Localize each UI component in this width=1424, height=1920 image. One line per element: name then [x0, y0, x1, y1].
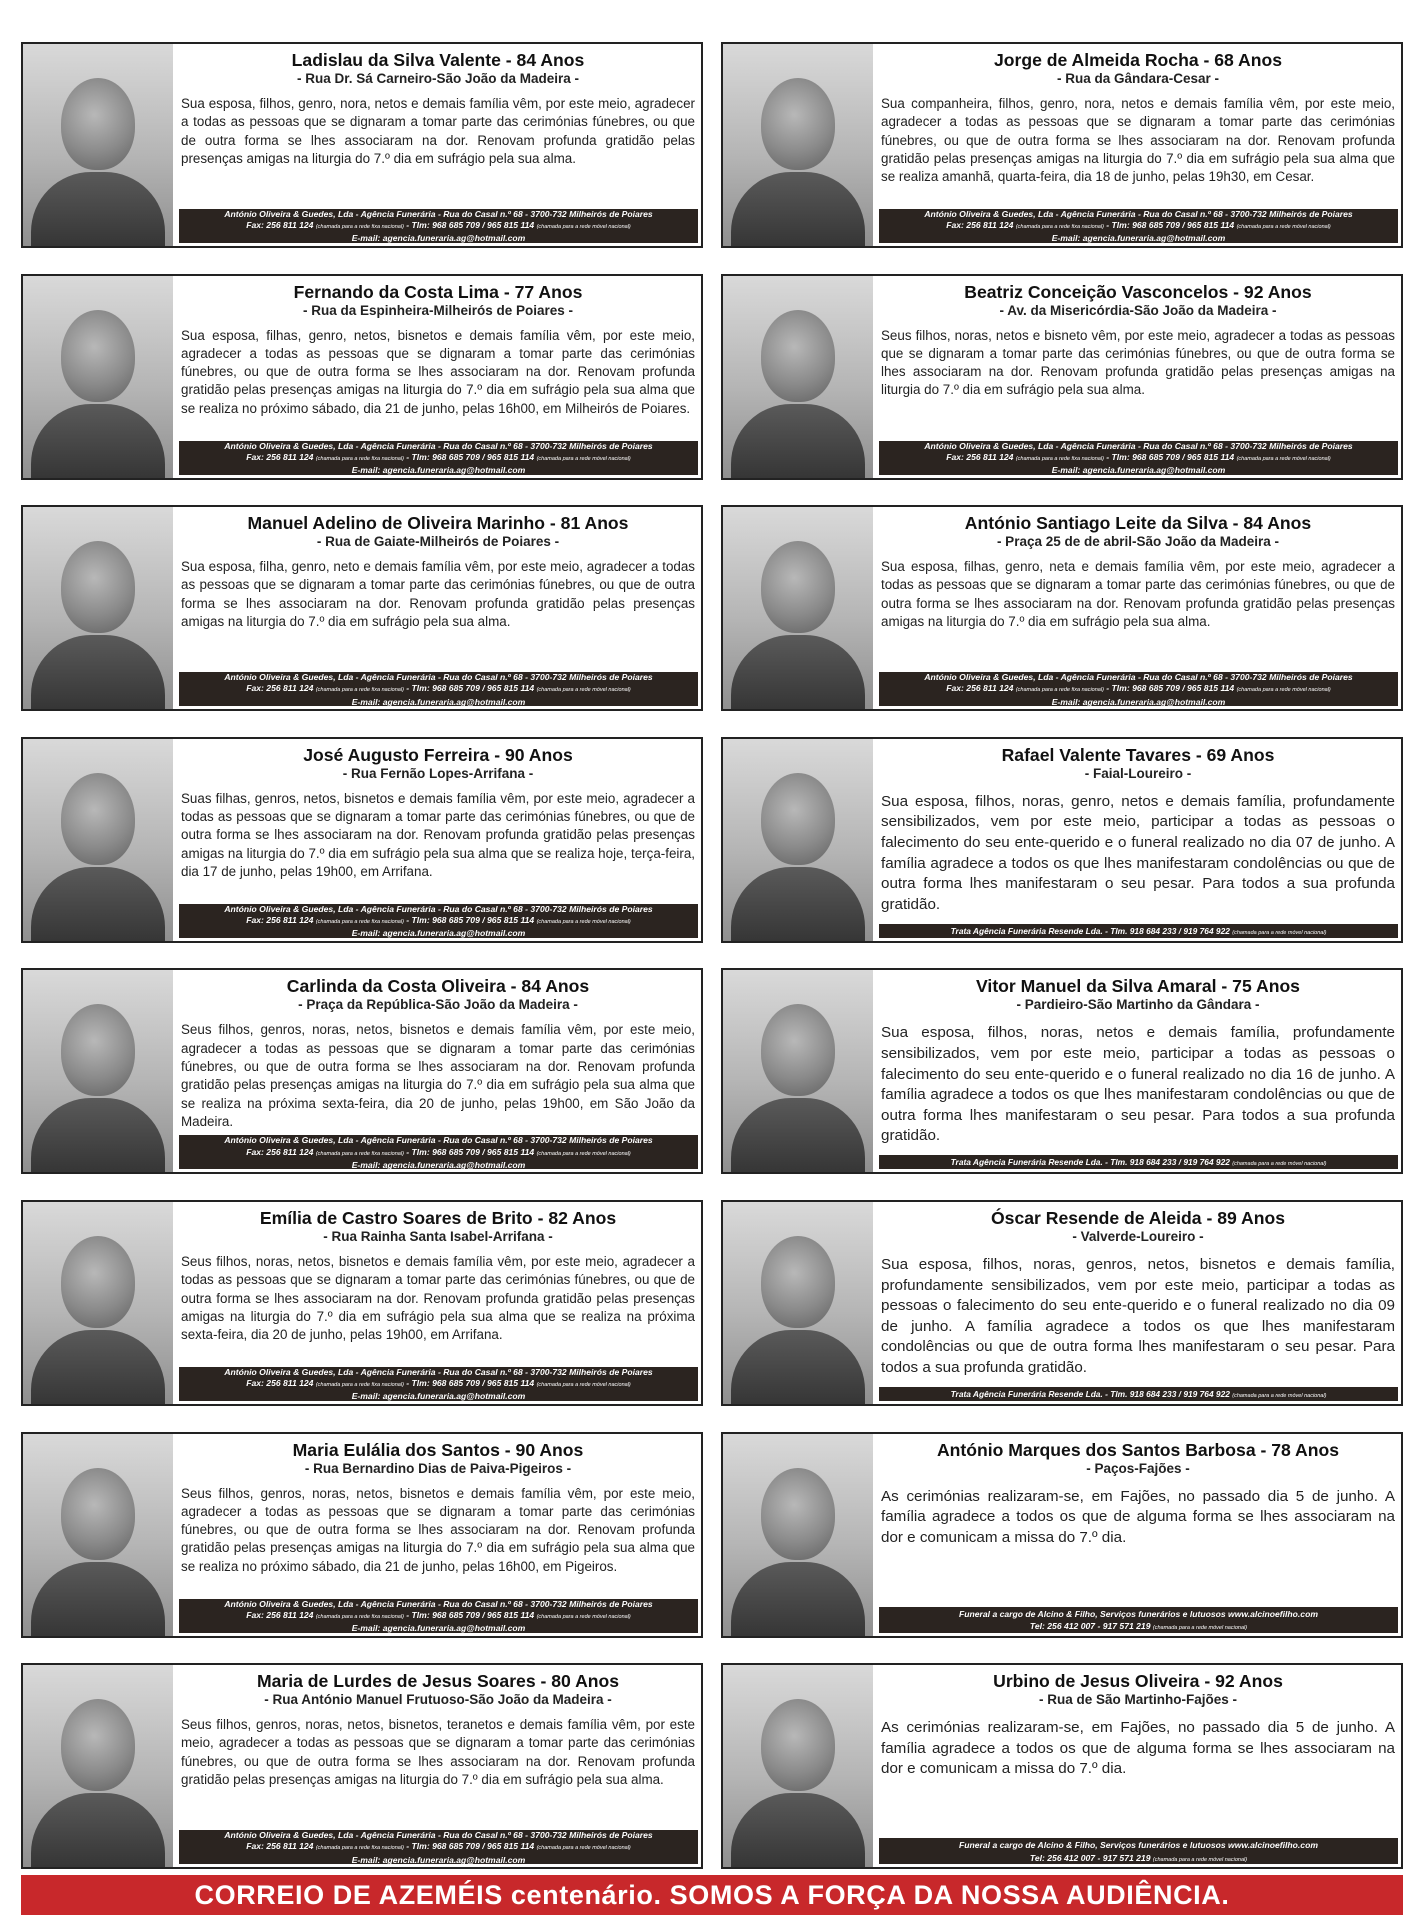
obituary-text: As cerimónias realizaram-se, em Fajões, no passado dia 5 de junho. A família agradece a todos os que de alguma forma se lhes associaram na dor e comunicam a missa do 7.º dia. — [881, 1719, 1395, 1778]
obituary-text: Seus filhos, genros, noras, netos, bisnetos, teranetos e demais família vêm, por este meio, agradecer a todas as pessoas que se dignaram a tomar parte das cerimónias fúnebres, ou que de outra forma se lhes associaram na dor. Renovam profunda gratidão pelas presenças amigas na liturgia do 7.º dia em sufrágio pela sua alma. — [181, 1717, 695, 1788]
funeral-agency-footer: António Oliveira & Guedes, Lda - Agência Funerária - Rua do Casal n.º 68 - 3700-732 Milheirós de Poiares Fax: 256 811 124 (chamada para a rede fixa nacional) - Tlm: 968 685 709 / 965 815 114 (chamada para a rede móvel nacional) E-mail: agencia.funeraria.ag@hotmail.com — [179, 904, 698, 938]
funeral-agency-footer: Funeral a cargo de Alcino & Filho, Serviços funerários e lutuosos www.alcinoefilho.com Tel: 256 412 007 - 917 571 219 (chamada para a rede móvel nacional) — [879, 1607, 1398, 1633]
deceased-address: - Rua Bernardino Dias de Paiva-Pigeiros - — [304, 1460, 572, 1476]
deceased-name: Maria Eulália dos Santos - 90 Anos — [292, 1439, 584, 1460]
portrait-photo — [723, 739, 873, 941]
funeral-agency-footer: António Oliveira & Guedes, Lda - Agência Funerária - Rua do Casal n.º 68 - 3700-732 Milheirós de Poiares Fax: 256 811 124 (chamada para a rede fixa nacional) - Tlm: 968 685 709 / 965 815 114 (chamada para a rede móvel nacional) E-mail: agencia.funeraria.ag@hotmail.com — [879, 441, 1398, 475]
obituary-card — [21, 1200, 703, 1406]
portrait-photo — [723, 1434, 873, 1636]
deceased-name: Ladislau da Silva Valente - 84 Anos — [291, 50, 585, 70]
deceased-address: - Rua António Manuel Frutuoso-São João da Madeira - — [264, 1692, 612, 1708]
deceased-address: - Rua de Gaiate-Milheirós de Poiares - — [316, 534, 560, 550]
obituary-card — [21, 42, 703, 248]
obituary-text: Seus filhos, genros, noras, netos, bisnetos e demais família vêm, por este meio, agradecer a todas as pessoas que se dignaram a tomar parte das cerimónias fúnebres, ou que de outra forma se lhes associaram na dor. Renovam profunda gratidão pelas presenças amigas na liturgia do 7.º dia em sufrágio pela sua alma que se realiza na próxima sexta-feira, dia 20 de junho, pelas 19h00, em São João da Madeira. — [181, 1022, 695, 1129]
obituary-card — [721, 1432, 1403, 1638]
portrait-photo — [23, 1202, 173, 1404]
obituary-card — [721, 42, 1403, 248]
newspaper-banner: CORREIO DE AZEMÉIS centenário. SOMOS A FORÇA DA NOSSA AUDIÊNCIA. — [21, 1875, 1403, 1915]
portrait-photo — [23, 1434, 173, 1636]
deceased-address: - Rua Dr. Sá Carneiro-São João da Madeira - — [296, 71, 580, 86]
obituary-text: Suas filhas, genros, netos, bisnetos e demais família vêm, por este meio, agradecer a todas as pessoas que se dignaram a tomar parte das cerimónias fúnebres, ou que de outra forma se lhes associaram na dor. Renovam profunda gratidão pelas presenças amigas na liturgia do 7.º dia em sufrágio pela sua alma que se realiza hoje, terça-feira, dia 17 de junho, pelas 19h00, em Arrifana. — [181, 790, 695, 879]
obituary-text: Sua esposa, filhos, noras, genro, netos e demais família, profundamente sensibilizados, vem por este meio, participar a todas as pessoas o falecimento do seu ente-querido e o funeral realizado no dia 07 de junho. A família agradece a todos os que lhes manifestaram condolências ou que de outra forma lhes manifestaram o seu pesar. Para todos a sua profunda gratidão. — [881, 792, 1395, 913]
deceased-name: Urbino de Jesus Oliveira - 92 Anos — [993, 1671, 1283, 1692]
deceased-address: - Faial-Loureiro - — [1084, 765, 1192, 781]
portrait-photo — [23, 44, 173, 246]
portrait-photo — [723, 44, 873, 246]
funeral-agency-footer: António Oliveira & Guedes, Lda - Agência Funerária - Rua do Casal n.º 68 - 3700-732 Milheirós de Poiares Fax: 256 811 124 (chamada para a rede fixa nacional) - Tlm: 968 685 709 / 965 815 114 (chamada para a rede móvel nacional) E-mail: agencia.funeraria.ag@hotmail.com — [879, 672, 1398, 706]
deceased-address: - Pardieiro-São Martinho da Gândara - — [1016, 997, 1260, 1013]
deceased-name: Emília de Castro Soares de Brito - 82 Anos — [259, 1207, 617, 1228]
obituary-text: Seus filhos, noras, netos, bisnetos e demais família vêm, por este meio, agradecer a todas as pessoas que se dignaram a tomar parte das cerimónias fúnebres, ou que de outra forma se lhes associaram na dor. Renovam profunda gratidão pelas presenças amigas na liturgia do 7.º dia em sufrágio pela sua alma que se realiza na próxima sexta-feira, dia 20 de junho, pelas 19h00, em Arrifana. — [181, 1253, 695, 1343]
deceased-name: Manuel Adelino de Oliveira Marinho - 81 Anos — [247, 513, 629, 534]
portrait-photo — [723, 1202, 873, 1404]
obituary-card — [721, 968, 1403, 1174]
funeral-agency-footer: Funeral a cargo de Alcino & Filho, Serviços funerários e lutuosos www.alcinoefilho.com Tel: 256 412 007 - 917 571 219 (chamada para a rede móvel nacional) — [879, 1838, 1398, 1864]
deceased-name: Carlinda da Costa Oliveira - 84 Anos — [286, 976, 590, 997]
funeral-agency-footer: António Oliveira & Guedes, Lda - Agência Funerária - Rua do Casal n.º 68 - 3700-732 Milheirós de Poiares Fax: 256 811 124 (chamada para a rede fixa nacional) - Tlm: 968 685 709 / 965 815 114 (chamada para a rede móvel nacional) E-mail: agencia.funeraria.ag@hotmail.com — [179, 1599, 698, 1633]
obituary-text: Seus filhos, noras, netos e bisneto vêm, por este meio, agradecer a todas as pessoas que se dignaram a tomar parte das cerimónias fúnebres, ou que de outra forma se lhes associaram na dor. Renovam profunda gratidão pelas presenças amigas na liturgia do 7.º dia em sufrágio pela sua alma. — [881, 327, 1395, 398]
portrait-photo — [723, 276, 873, 478]
funeral-agency-footer: António Oliveira & Guedes, Lda - Agência Funerária - Rua do Casal n.º 68 - 3700-732 Milheirós de Poiares Fax: 256 811 124 (chamada para a rede fixa nacional) - Tlm: 968 685 709 / 965 815 114 (chamada para a rede móvel nacional) E-mail: agencia.funeraria.ag@hotmail.com — [179, 1135, 698, 1169]
deceased-name: Beatriz Conceição Vasconcelos - 92 Anos — [964, 281, 1312, 302]
deceased-address: - Av. da Misericórdia-São João da Madeira - — [999, 302, 1277, 318]
funeral-agency-footer: António Oliveira & Guedes, Lda - Agência Funerária - Rua do Casal n.º 68 - 3700-732 Milheirós de Poiares Fax: 256 811 124 (chamada para a rede fixa nacional) - Tlm: 968 685 709 / 965 815 114 (chamada para a rede móvel nacional) E-mail: agencia.funeraria.ag@hotmail.com — [179, 672, 698, 706]
portrait-photo — [23, 276, 173, 478]
deceased-address: - Rua de São Martinho-Fajões - — [1038, 1692, 1238, 1708]
obituary-card — [21, 968, 703, 1174]
deceased-name: António Santiago Leite da Silva - 84 Anos — [964, 513, 1312, 534]
portrait-photo — [723, 507, 873, 709]
obituary-text: Sua esposa, filhas, genro, neta e demais família vêm, por este meio, agradecer a todas as pessoas que se dignaram a tomar parte das cerimónias fúnebres, ou que de outra forma se lhes associaram na dor. Renovam profunda gratidão pelas presenças amigas na liturgia do 7.º dia em sufrágio pela sua alma. — [881, 559, 1395, 630]
deceased-address: - Rua da Espinheira-Milheirós de Poiares - — [302, 302, 574, 318]
obituary-grid — [21, 42, 1403, 1869]
obituary-text: Sua esposa, filhos, noras, genros, netos, bisnetos e demais família, profundamente sensibilizados, vem por este meio, participar a todas as pessoas o falecimento do seu ente-querido e o funeral realizado no dia 09 de junho. A família agradece a todos os que lhes manifestaram condolências ou que de outra forma lhes manifestaram o seu pesar. Para todos a sua profunda gratidão. — [881, 1255, 1395, 1376]
portrait-photo — [23, 739, 173, 941]
obituary-text: Seus filhos, genros, noras, netos, bisnetos e demais família vêm, por este meio, agradecer a todas as pessoas que se dignaram a tomar parte das cerimónias fúnebres, ou que de outra forma se lhes associaram na dor. Renovam profunda gratidão pelas presenças amigas na liturgia do 7.º dia em sufrágio pela sua alma que se realiza no próximo sábado, dia 21 de junho, pelas 16h00, em Pigeiros. — [181, 1485, 695, 1574]
obituary-card — [21, 505, 703, 711]
funeral-agency-footer: António Oliveira & Guedes, Lda - Agência Funerária - Rua do Casal n.º 68 - 3700-732 Milheirós de Poiares Fax: 256 811 124 (chamada para a rede fixa nacional) - Tlm: 968 685 709 / 965 815 114 (chamada para a rede móvel nacional) E-mail: agencia.funeraria.ag@hotmail.com — [879, 209, 1398, 243]
funeral-agency-footer: António Oliveira & Guedes, Lda - Agência Funerária - Rua do Casal n.º 68 - 3700-732 Milheirós de Poiares Fax: 256 811 124 (chamada para a rede fixa nacional) - Tlm: 968 685 709 / 965 815 114 (chamada para a rede móvel nacional) E-mail: agencia.funeraria.ag@hotmail.com — [179, 1367, 698, 1401]
obituary-card — [21, 1432, 703, 1638]
obituary-text: Sua esposa, filhas, genro, netos, bisnetos e demais família vêm, por este meio, agradecer a todas as pessoas que se dignaram a tomar parte das cerimónias fúnebres, ou que de outra forma se lhes associaram na dor. Renovam profunda gratidão pelas presenças amigas na liturgia do 7.º dia em sufrágio pela sua alma que se realiza no próximo sábado, dia 21 de junho, pelas 16h00, em Milheirós de Poiares. — [181, 327, 695, 416]
deceased-name: Rafael Valente Tavares - 69 Anos — [1001, 744, 1275, 765]
obituary-card — [721, 1200, 1403, 1406]
funeral-agency-footer: Trata Agência Funerária Resende Lda. - Tlm. 918 684 233 / 919 764 922 (chamada para a rede móvel nacional) — [879, 924, 1398, 938]
deceased-name: Maria de Lurdes de Jesus Soares - 80 Anos — [256, 1671, 620, 1692]
deceased-name: Fernando da Costa Lima - 77 Anos — [293, 281, 583, 302]
funeral-agency-footer: Trata Agência Funerária Resende Lda. - Tlm. 918 684 233 / 919 764 922 (chamada para a rede móvel nacional) — [879, 1387, 1398, 1401]
portrait-photo — [723, 970, 873, 1172]
portrait-photo — [23, 970, 173, 1172]
deceased-address: - Valverde-Loureiro - — [1072, 1228, 1204, 1244]
obituary-text: Sua companheira, filhos, genro, nora, netos e demais família vêm, por este meio, agradecer a todas as pessoas que se dignaram a tomar parte das cerimónias fúnebres, ou que de outra forma se lhes associaram na dor. Renovam profunda gratidão pelas presenças amigas na liturgia do 7.º dia em sufrágio pela sua alma que se realiza amanhã, quarta-feira, dia 18 de junho, pelas 19h30, em Cesar. — [881, 96, 1395, 185]
obituary-text: Sua esposa, filha, genro, neto e demais família vêm, por este meio, agradecer a todas as pessoas que se dignaram a tomar parte das cerimónias fúnebres, ou que de outra forma se lhes associaram na dor. Renovam profunda gratidão pelas presenças amigas na liturgia do 7.º dia em sufrágio pela sua alma. — [181, 559, 695, 630]
deceased-address: - Praça da República-São João da Madeira - — [298, 997, 578, 1013]
obituary-text: As cerimónias realizaram-se, em Fajões, no passado dia 5 de junho. A família agradece a todos os que de alguma forma se lhes associaram na dor e comunicam a missa do 7.º dia. — [881, 1487, 1395, 1546]
deceased-name: Vitor Manuel da Silva Amaral - 75 Anos — [976, 976, 1300, 997]
obituary-card — [721, 1663, 1403, 1869]
obituary-card — [21, 1663, 703, 1869]
deceased-address: - Rua Rainha Santa Isabel-Arrifana - — [323, 1228, 553, 1244]
deceased-address: - Rua da Gândara-Cesar - — [1056, 71, 1220, 86]
deceased-address: - Rua Fernão Lopes-Arrifana - — [342, 765, 534, 781]
obituary-card — [21, 274, 703, 480]
funeral-agency-footer: Trata Agência Funerária Resende Lda. - Tlm. 918 684 233 / 919 764 922 (chamada para a rede móvel nacional) — [879, 1155, 1398, 1169]
portrait-photo — [23, 507, 173, 709]
funeral-agency-footer: António Oliveira & Guedes, Lda - Agência Funerária - Rua do Casal n.º 68 - 3700-732 Milheirós de Poiares Fax: 256 811 124 (chamada para a rede fixa nacional) - Tlm: 968 685 709 / 965 815 114 (chamada para a rede móvel nacional) E-mail: agencia.funeraria.ag@hotmail.com — [179, 441, 698, 475]
obituary-text: Sua esposa, filhos, genro, nora, netos e demais família vêm, por este meio, agradecer a todas as pessoas que se dignaram a tomar parte das cerimónias fúnebres, ou que de outra forma se lhes associaram na dor. Renovam profunda gratidão pelas presenças amigas na liturgia do 7.º dia em sufrágio pela sua alma. — [181, 96, 695, 166]
deceased-name: António Marques dos Santos Barbosa - 78 Anos — [936, 1439, 1340, 1460]
portrait-photo — [23, 1665, 173, 1867]
obituary-card — [21, 737, 703, 943]
portrait-photo — [723, 1665, 873, 1867]
funeral-agency-footer: António Oliveira & Guedes, Lda - Agência Funerária - Rua do Casal n.º 68 - 3700-732 Milheirós de Poiares Fax: 256 811 124 (chamada para a rede fixa nacional) - Tlm: 968 685 709 / 965 815 114 (chamada para a rede móvel nacional) E-mail: agencia.funeraria.ag@hotmail.com — [179, 209, 698, 243]
deceased-address: - Paços-Fajões - — [1086, 1460, 1190, 1476]
deceased-name: Óscar Resende de Aleida - 89 Anos — [991, 1207, 1285, 1228]
deceased-name: José Augusto Ferreira - 90 Anos — [303, 744, 573, 765]
deceased-name: Jorge de Almeida Rocha - 68 Anos — [993, 50, 1283, 70]
obituary-card — [721, 505, 1403, 711]
funeral-agency-footer: António Oliveira & Guedes, Lda - Agência Funerária - Rua do Casal n.º 68 - 3700-732 Milheirós de Poiares Fax: 256 811 124 (chamada para a rede fixa nacional) - Tlm: 968 685 709 / 965 815 114 (chamada para a rede móvel nacional) E-mail: agencia.funeraria.ag@hotmail.com — [179, 1830, 698, 1864]
obituary-text: Sua esposa, filhos, noras, netos e demais família, profundamente sensibilizados, vem por este meio, participar a todas as pessoas o falecimento do seu ente-querido e o funeral realizado no dia 16 de junho. A família agradece a todos os que lhes manifestaram condolências ou que de outra forma lhes manifestaram o seu pesar. Para todos a sua profunda gratidão. — [881, 1024, 1395, 1145]
obituary-card — [721, 737, 1403, 943]
obituary-card — [721, 274, 1403, 480]
deceased-address: - Praça 25 de de abril-São João da Madeira - — [996, 534, 1280, 550]
